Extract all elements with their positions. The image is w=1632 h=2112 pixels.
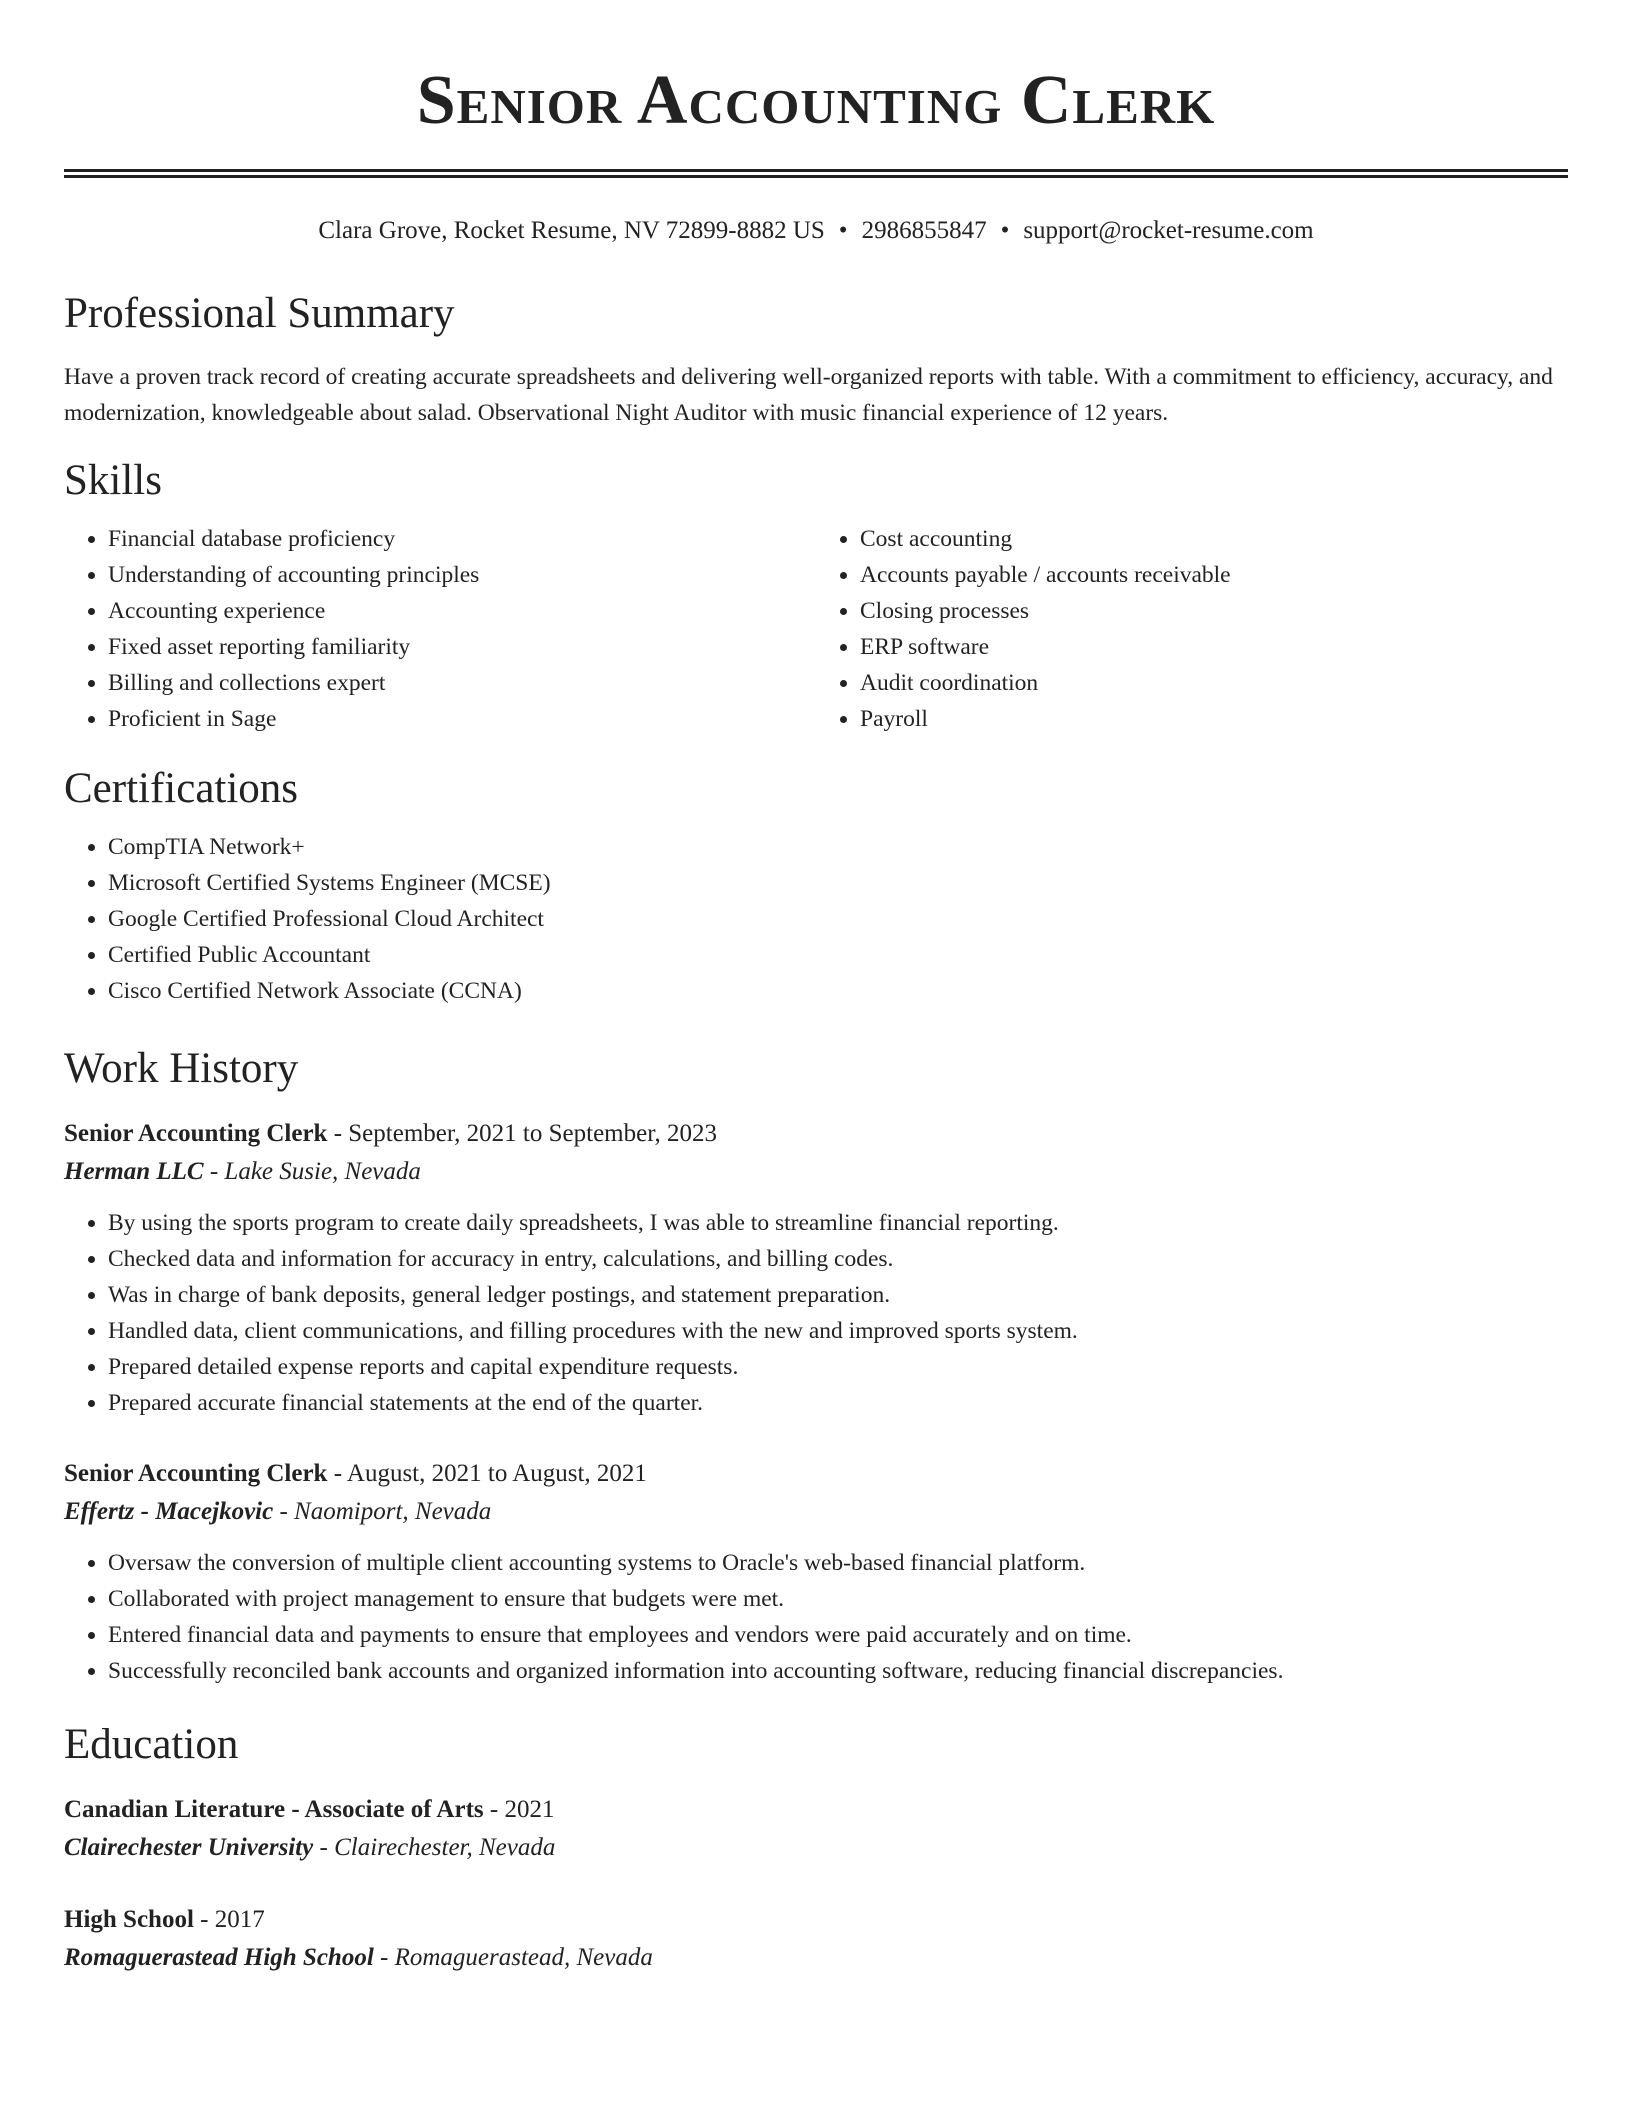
skill-item: • ERP software [860,629,1568,665]
skill-item: • Closing processes [860,593,1568,629]
job-bullet: • Prepared detailed expense reports and capital expenditure requests. [108,1349,1568,1385]
contact-separator: • [838,217,848,244]
skill-item: • Accounting experience [108,593,816,629]
job-entry [64,1115,1568,1421]
job-dates: - August, 2021 to August, 2021 [327,1460,647,1487]
skill-item: • Payroll [860,701,1568,737]
certification-item: • Cisco Certified Network Associate (CCNA) [108,973,1568,1009]
job-location: - Lake Susie, Nevada [203,1158,421,1185]
section-heading-summary: Professional Summary [64,290,455,337]
education-entry [64,1791,1568,1867]
contact-separator: • [1000,217,1010,244]
contact-address: Clara Grove, Rocket Resume, NV 72899-8882 US [318,217,825,244]
section-heading-certifications: Certifications [64,765,299,812]
job-bullet: • Collaborated with project management to ensure that budgets were met. [108,1581,1568,1617]
job-bullets [64,1205,1568,1421]
section-heading-work-history: Work History [64,1045,299,1092]
summary-text: Have a proven track record of creating accurate spreadsheets and delivering well-organized reports with table. With a commitment to efficiency, accuracy, and modernization, knowledgeable about salad. Observational Night Auditor with music financial experience of 12 years. [64,364,1553,426]
certification-item: • Google Certified Professional Cloud Architect [108,901,1568,937]
job-header [64,1455,1568,1493]
job-bullet: • Successfully reconciled bank accounts and organized information into accounting software, reducing financial discrepancies. [108,1653,1568,1689]
job-dates: - September, 2021 to September, 2023 [327,1120,718,1147]
education-location: - Romaguerastead, Nevada [373,1944,653,1971]
education-header [64,1901,1568,1939]
education-location: - Clairechester, Nevada [313,1834,556,1861]
education-school: Romaguerastead High School [64,1944,374,1971]
education-school-line [64,1829,1568,1867]
contact-phone: 2986855847 [861,217,987,244]
job-bullet: • By using the sports program to create daily spreadsheets, I was able to streamline financial reporting. [108,1205,1568,1241]
certifications-list [64,829,1568,1009]
skill-item: • Proficient in Sage [108,701,816,737]
job-header [64,1115,1568,1153]
skill-item: • Cost accounting [860,521,1568,557]
education-degree: Canadian Literature - Associate of Arts [64,1796,484,1823]
job-bullet: • Checked data and information for accuracy in entry, calculations, and billing codes. [108,1241,1568,1277]
job-title: Senior Accounting Clerk [64,1120,328,1147]
skill-item: • Financial database proficiency [108,521,816,557]
job-bullet: • Was in charge of bank deposits, general ledger postings, and statement preparation. [108,1277,1568,1313]
job-company: Effertz - Macejkovic [64,1498,274,1525]
certification-item: • CompTIA Network+ [108,829,1568,865]
education-degree: High School [64,1906,194,1933]
job-employer [64,1153,1568,1191]
education-school: Clairechester University [64,1834,314,1861]
certification-item: • Microsoft Certified Systems Engineer (MCSE) [108,865,1568,901]
skill-item: • Accounts payable / accounts receivable [860,557,1568,593]
resume-title: Senior Accounting Clerk [416,62,1216,139]
education-header [64,1791,1568,1829]
section-heading-skills: Skills [64,457,162,504]
education-entry [64,1901,1568,1977]
job-company: Herman LLC [64,1158,204,1185]
title-double-rule [64,169,1568,178]
contact-email: support@rocket-resume.com [1023,217,1314,244]
skills-list-left [64,521,816,737]
job-entry [64,1455,1568,1689]
certification-item: • Certified Public Accountant [108,937,1568,973]
job-bullet: • Entered financial data and payments to ensure that employees and vendors were paid accurately and on time. [108,1617,1568,1653]
job-bullets [64,1545,1568,1689]
education-year: - 2017 [193,1906,265,1933]
skills-columns [64,521,1568,737]
job-bullet: • Prepared accurate financial statements at the end of the quarter. [108,1385,1568,1421]
job-bullet: • Oversaw the conversion of multiple client accounting systems to Oracle's web-based financial platform. [108,1545,1568,1581]
job-employer [64,1493,1568,1531]
education-school-line [64,1939,1568,1977]
skill-item: • Audit coordination [860,665,1568,701]
contact-line [64,214,1568,248]
skill-item: • Fixed asset reporting familiarity [108,629,816,665]
job-bullet: • Handled data, client communications, and filling procedures with the new and improved sports system. [108,1313,1568,1349]
job-title: Senior Accounting Clerk [64,1460,328,1487]
skills-list-right [816,521,1568,737]
skill-item: • Understanding of accounting principles [108,557,816,593]
job-location: - Naomiport, Nevada [273,1498,492,1525]
skill-item: • Billing and collections expert [108,665,816,701]
section-heading-education: Education [64,1721,239,1768]
education-year: - 2021 [483,1796,555,1823]
